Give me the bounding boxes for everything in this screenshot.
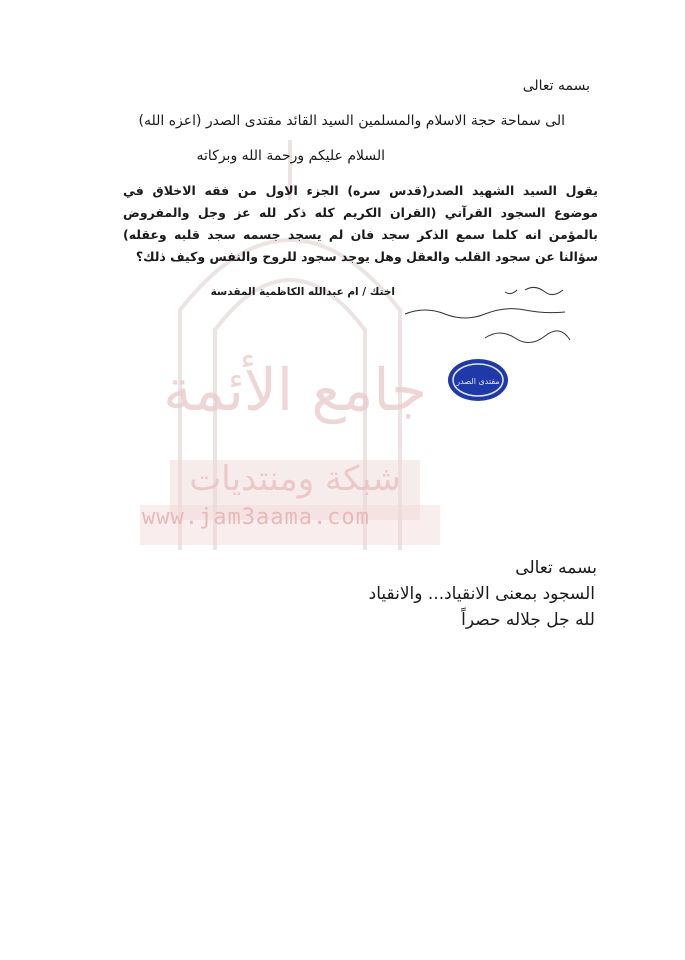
watermark-subtitle: شبكة ومنتديات	[189, 459, 401, 499]
letter-question: يقول السيد الشهيد الصدر(قدس سره) الجزء الاول من فقه الاخلاق في موضوع السجود القرآني (القران الكريم كله ذكر لله عز وجل والمفروض بالمؤمن انه كلما سمع الذكر سجد فان لم يسجد جسمه سجد قلبه وعقله) سؤالنا عن سجود القلب والعقل وهل يوجد سجود للروح والنفس وكيف ذلك؟	[123, 183, 598, 264]
letter-addressee: الى سماحة حجة الاسلام والمسلمين السيد القائد مقتدى الصدر (اعزه الله)	[138, 113, 565, 129]
letter-signature: اختك / ام عبدالله الكاظمية المقدسة	[210, 286, 395, 298]
official-stamp	[446, 357, 510, 403]
stamp-text: مقتدى الصدر	[456, 377, 500, 386]
answer-heading: بسمه تعالى	[515, 558, 597, 578]
watermark-url: www.jam3aama.com	[142, 505, 370, 530]
answer-line-2: لله جل جلاله حصراً	[461, 610, 595, 630]
answer-line-1: السجود بمعنى الانقياد... والانقياد	[368, 584, 595, 604]
watermark-logo-text: جامع الأئمة	[163, 356, 427, 424]
handwritten-note	[385, 280, 585, 360]
letter-heading: بسمه تعالى	[522, 78, 590, 94]
letter-greeting: السلام عليكم ورحمة الله وبركاته	[196, 148, 385, 164]
